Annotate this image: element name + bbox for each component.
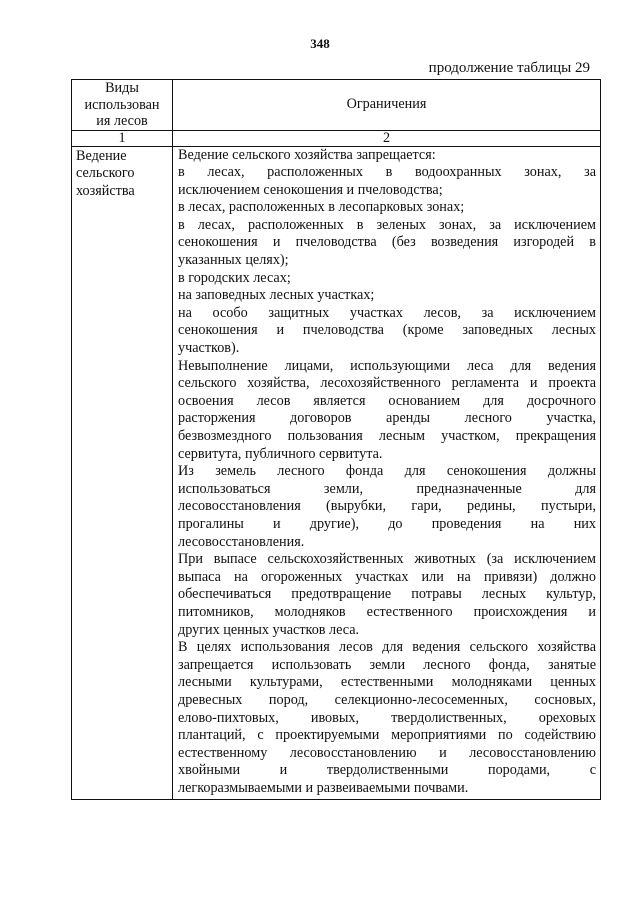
restriction-paragraph — [178, 147, 596, 358]
column-number-row — [72, 130, 601, 146]
restrictions-cell — [173, 146, 601, 800]
column-number-2: 2 — [173, 130, 601, 146]
table-header-row — [72, 80, 601, 131]
restriction-paragraph — [178, 551, 596, 639]
restriction-line: В целях использования лесов для ведения сельского хозяйства — [178, 639, 596, 656]
restriction-line: лесовосстановления (вырубки, гари, редины, пустыри, — [178, 498, 596, 515]
restriction-line: расторжения договоров аренды лесного участка, — [178, 410, 596, 427]
usage-type-line: Ведение — [76, 147, 127, 164]
restriction-line: использоваться земли, предназначенные для — [178, 480, 596, 497]
restriction-line: естественному лесовосстановлению и лесовосстановлению — [178, 744, 596, 761]
restriction-line: на особо защитных участках лесов, за исключением — [178, 304, 596, 321]
restriction-line: сервитута, публичного сервитута. — [178, 445, 383, 462]
restriction-line: в лесах, расположенных в зеленых зонах, за исключением — [178, 216, 596, 233]
column-number-1: 1 — [72, 130, 173, 146]
restriction-paragraph — [178, 463, 596, 551]
restriction-line: сельского хозяйства, лесохозяйственного регламента и проекта — [178, 375, 596, 392]
usage-type-line: сельского — [76, 165, 135, 182]
header-usage-types — [72, 80, 173, 131]
restriction-line: лесными культурами, естественными молодняками ценных — [178, 674, 596, 691]
restriction-line: в городских лесах; — [178, 269, 291, 286]
restriction-line: участков). — [178, 340, 240, 357]
restriction-line: других ценных участков леса. — [178, 621, 360, 638]
header-usage-types-line: ия лесов — [96, 113, 148, 129]
restriction-line: в лесах, расположенных в водоохранных зонах, за — [178, 164, 596, 181]
restriction-line: Ведение сельского хозяйства запрещается: — [178, 146, 436, 163]
restriction-line: прогалины и другие), до проведения на них — [178, 515, 596, 532]
table-row — [72, 146, 601, 800]
restriction-line: При выпасе сельскохозяйственных животных (за исключением — [178, 551, 596, 568]
restriction-line: легкоразмываемыми и развеиваемыми почвами. — [178, 779, 469, 796]
table-continuation-caption: продолжение таблицы 29 — [428, 60, 590, 76]
usage-type-cell — [72, 146, 173, 800]
restriction-line: сенокошения и пчеловодства (кроме заповедных лесных — [178, 322, 596, 339]
restriction-line: выпаса на огороженных участках или на привязи) должно — [178, 568, 596, 585]
restriction-line: хвойными и твердолиственными породами, с — [178, 762, 596, 779]
header-usage-types-line: использован — [84, 96, 160, 113]
restriction-line: питомников, молодняков естественного происхождения и — [178, 603, 596, 620]
restrictions-table — [71, 79, 601, 800]
restriction-line: елово-пихтовых, ивовых, твердолиственных, ореховых — [178, 709, 596, 726]
restriction-line: указанных целях); — [178, 252, 289, 269]
restriction-paragraph — [178, 639, 596, 797]
restriction-line: плантаций, с проектируемыми мероприятиями по содействию — [178, 727, 596, 744]
restriction-line: на заповедных лесных участках; — [178, 287, 375, 304]
restriction-line: освоения лесов является основанием для досрочного — [178, 392, 596, 409]
usage-type-line: хозяйства — [76, 182, 135, 199]
restriction-line: запрещается использовать земли лесного фонда, занятые — [178, 656, 596, 673]
page-number: 348 — [310, 36, 330, 51]
restriction-line: сенокошения и пчеловодства (без возведения изгородей в — [178, 234, 596, 251]
restriction-line: в лесах, расположенных в лесопарковых зонах; — [178, 199, 465, 216]
header-usage-types-line: Виды — [105, 80, 139, 96]
restriction-line: Из земель лесного фонда для сенокошения должны — [178, 463, 596, 480]
restriction-line: обеспечиваться предотвращение потравы лесных культур, — [178, 586, 596, 603]
header-restrictions: Ограничения — [173, 80, 601, 131]
restriction-paragraph — [178, 358, 596, 464]
restriction-line: лесовосстановления. — [178, 533, 305, 550]
restriction-line: Невыполнение лицами, использующими леса для ведения — [178, 357, 596, 374]
restriction-line: древесных пород, селекционно-лесосеменных, сосновых, — [178, 691, 596, 708]
restriction-line: исключением сенокошения и пчеловодства; — [178, 181, 443, 198]
restriction-line: безвозмездного пользования лесным участком, прекращения — [178, 428, 596, 444]
